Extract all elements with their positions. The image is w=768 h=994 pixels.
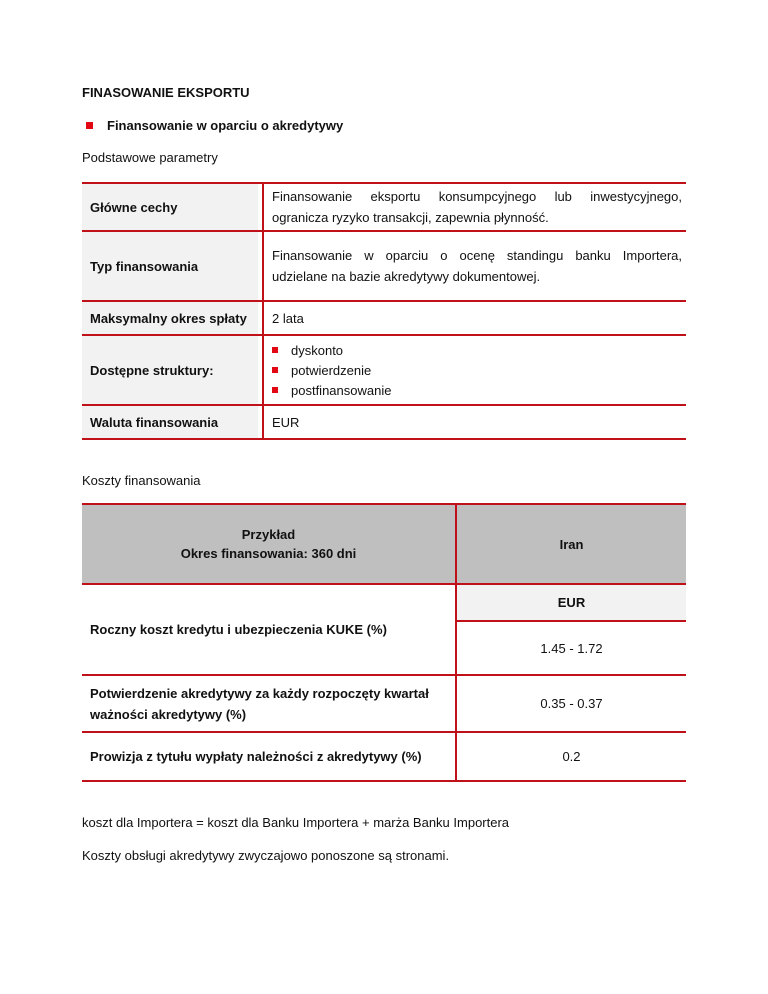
formula-text: koszt dla Importera = koszt dla Banku Importera + marża Banku Importera [82, 815, 510, 830]
cost-value: 0.35 - 0.37 [540, 696, 603, 711]
param-label: Dostępne struktury: [82, 336, 258, 404]
bullet-square-icon [272, 347, 278, 353]
section-title: Finansowanie w oparciu o akredytywy [107, 118, 344, 133]
example-header: Przykład Okres finansowania: 360 dni [180, 527, 357, 561]
cost-value: 1.45 - 1.72 [540, 640, 603, 656]
cost-label: Potwierdzenie akredytywy za każdy rozpoczęty kwartał ważności akredytywy (%) [90, 685, 429, 722]
currency-cell: EUR [457, 585, 686, 620]
cost-value: 0.2 [562, 749, 581, 764]
list-item: potwierdzenie [272, 360, 371, 380]
cost-label: Roczny koszt kredytu i ubezpieczenia KUKE (%) [90, 622, 387, 637]
section-bullet [86, 118, 343, 133]
country-header: Iran [559, 536, 584, 552]
param-label: Typ finansowania [82, 232, 258, 300]
note-text: Koszty obsługi akredytywy zwyczajowo ponoszone są stronami. [82, 848, 450, 863]
bullet-square-icon [272, 367, 278, 373]
cost-label: Prowizja z tytułu wypłaty należności z akredytywy (%) [90, 749, 422, 764]
param-value: Finansowanie eksportu konsumpcyjnego lub inwestycyjnego, ogranicza ryzyko transakcji, zapewnia płynność. [272, 189, 682, 225]
document-title: FINASOWANIE EKSPORTU [82, 85, 250, 100]
table-border [82, 438, 686, 440]
structures-list [264, 336, 684, 404]
param-label: Maksymalny okres spłaty [82, 302, 258, 334]
param-value: Finansowanie w oparciu o ocenę standingu banku Importera, udzielane na bazie akredytywy dokumentowej. [272, 248, 682, 284]
bullet-square-icon [272, 387, 278, 393]
param-label: Główne cechy [82, 184, 258, 230]
param-value: 2 lata [272, 310, 304, 326]
bullet-square-icon [86, 122, 93, 129]
param-value: EUR [272, 414, 300, 430]
param-label: Waluta finansowania [82, 406, 258, 438]
list-item: dyskonto [272, 340, 343, 360]
costs-title: Koszty finansowania [82, 473, 201, 488]
list-item: postfinansowanie [272, 380, 391, 400]
params-title: Podstawowe parametry [82, 150, 218, 165]
table-border [82, 780, 686, 782]
